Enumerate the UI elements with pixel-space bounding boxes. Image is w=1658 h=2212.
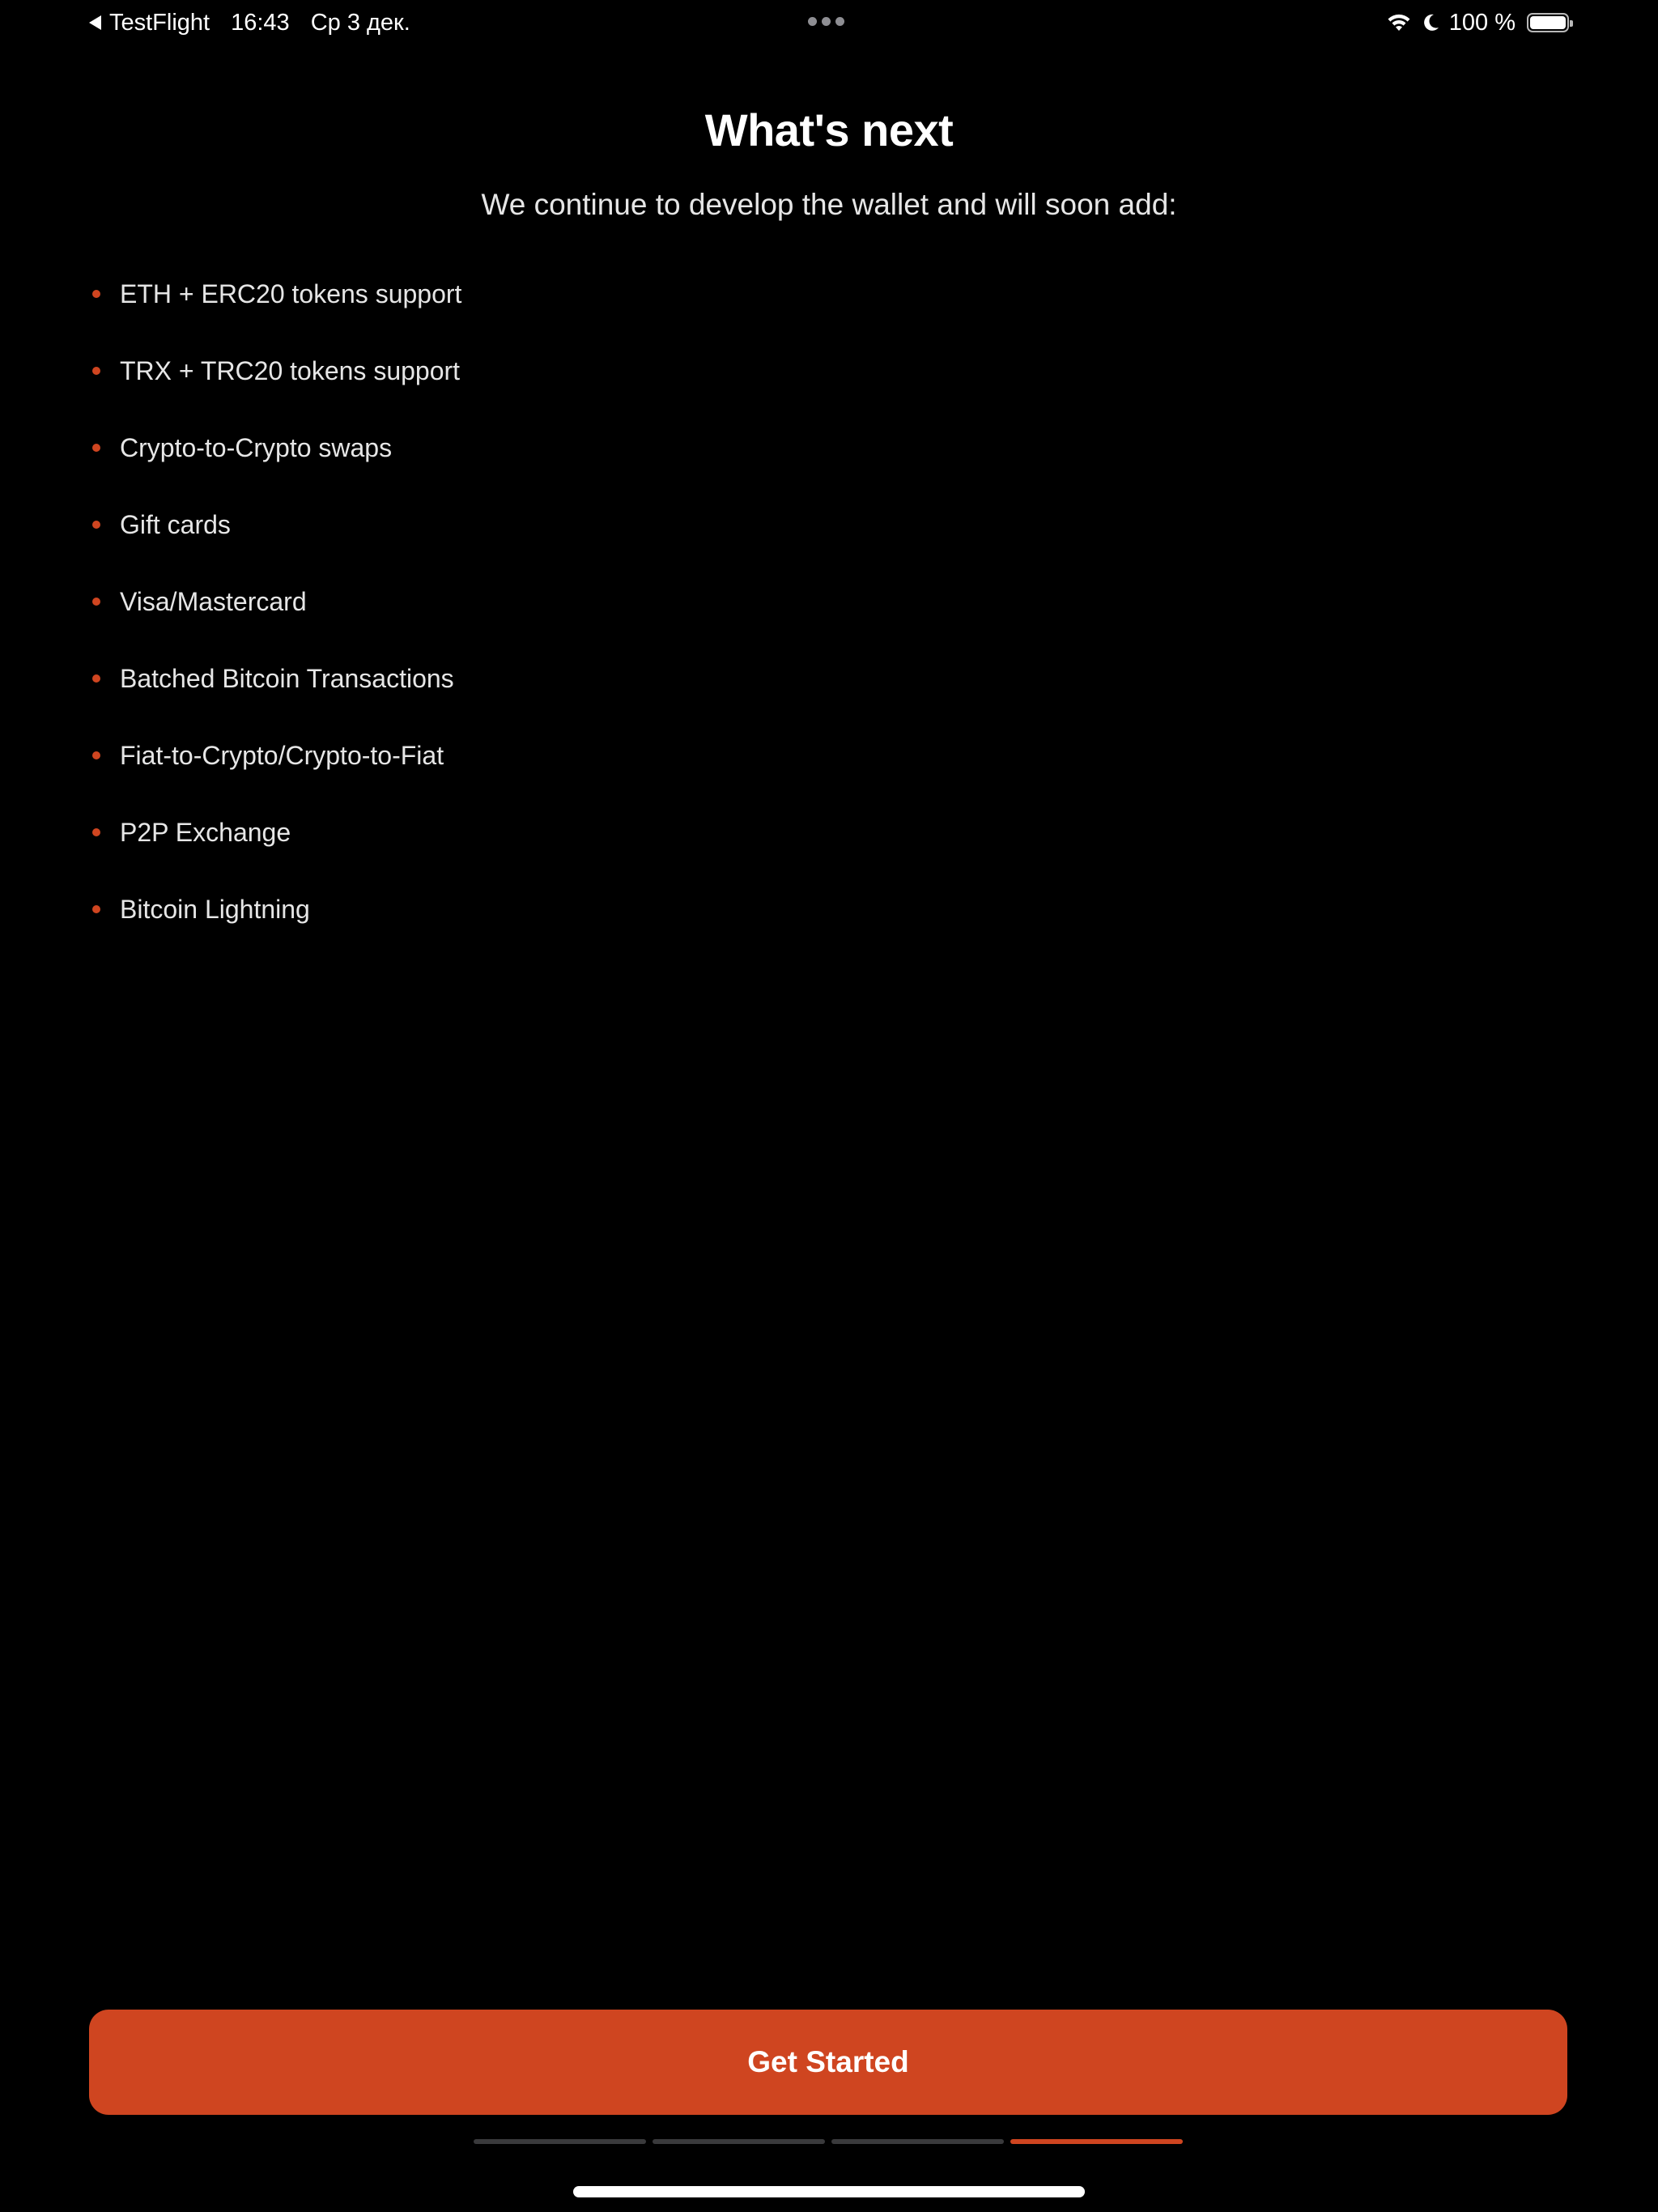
list-item [89, 353, 461, 430]
bullet-icon [92, 828, 100, 836]
battery-percentage: 100 % [1448, 9, 1516, 36]
page-indicator-segment [1010, 2139, 1183, 2144]
back-to-app-link[interactable]: TestFlight [109, 9, 210, 36]
home-indicator[interactable] [573, 2186, 1085, 2197]
page-subtitle: We continue to develop the wallet and will soon add: [481, 188, 1177, 221]
bullet-icon [92, 367, 100, 375]
back-arrow-icon[interactable] [89, 15, 101, 30]
status-left [89, 8, 410, 37]
feature-list [89, 276, 461, 968]
page-indicator-segment [831, 2139, 1004, 2144]
feature-label: Bitcoin Lightning [120, 895, 310, 924]
bullet-icon [92, 521, 100, 529]
status-right [1386, 8, 1569, 37]
feature-label: P2P Exchange [120, 818, 291, 847]
moon-icon [1420, 12, 1441, 33]
page-indicator [474, 2139, 1183, 2144]
page-indicator-segment [474, 2139, 646, 2144]
status-bar [0, 0, 1658, 45]
feature-label: Batched Bitcoin Transactions [120, 664, 454, 693]
list-item [89, 430, 461, 507]
bullet-icon [92, 674, 100, 683]
bullet-icon [92, 444, 100, 452]
feature-label: Gift cards [120, 510, 231, 539]
list-item [89, 738, 461, 815]
list-item [89, 815, 461, 891]
list-item [89, 661, 461, 738]
list-item [89, 891, 461, 968]
bullet-icon [92, 598, 100, 606]
page-indicator-segment [653, 2139, 825, 2144]
status-time: 16:43 [231, 9, 290, 36]
feature-label: Visa/Mastercard [120, 587, 307, 616]
bullet-icon [92, 905, 100, 913]
feature-label: Crypto-to-Crypto swaps [120, 433, 393, 462]
battery-icon [1527, 13, 1569, 32]
feature-label: Fiat-to-Crypto/Crypto-to-Fiat [120, 741, 444, 770]
wifi-icon [1386, 13, 1412, 32]
multitask-dots-icon[interactable] [808, 17, 844, 26]
get-started-button[interactable]: Get Started [89, 2010, 1567, 2115]
feature-label: ETH + ERC20 tokens support [120, 279, 462, 308]
page-title: What's next [704, 104, 954, 155]
list-item [89, 276, 461, 353]
bullet-icon [92, 751, 100, 759]
bullet-icon [92, 290, 100, 298]
feature-label: TRX + TRC20 tokens support [120, 356, 461, 385]
status-date: Ср 3 дек. [310, 9, 410, 36]
list-item [89, 584, 461, 661]
list-item [89, 507, 461, 584]
